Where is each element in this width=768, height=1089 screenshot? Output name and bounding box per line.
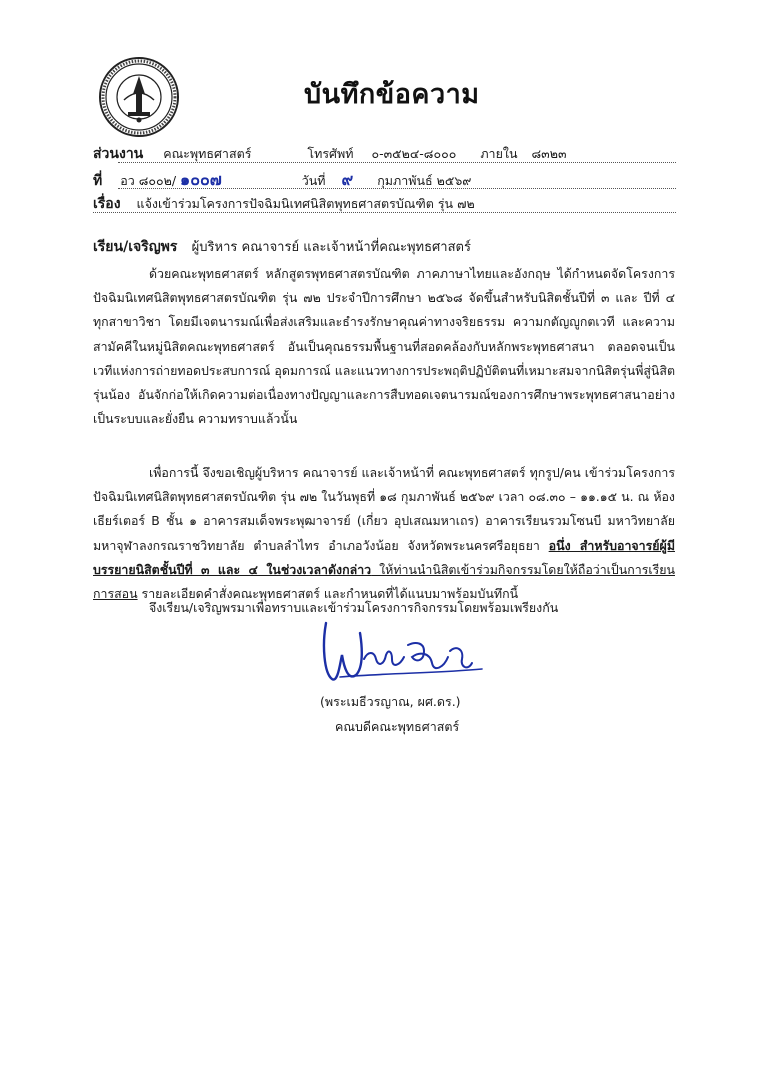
reference-row bbox=[93, 168, 471, 190]
memo-title: บันทึกข้อความ bbox=[304, 79, 480, 110]
reference-prefix: อว ๘๐๐๒/ bbox=[120, 173, 177, 188]
body-paragraph-1: ด้วยคณะพุทธศาสตร์ หลักสูตรพุทธศาสตรบัณฑิต ภาคภาษาไทยและอังกฤษ ได้กำหนดจัดโครงการปัจฉิมนิเทศนิสิตพุทธศาสตรบัณฑิต รุ่น ๗๒ ประจำปีการศึกษา ๒๕๖๘ จัดขึ้นสำหรับนิสิตชั้นปีที่ ๓ และ ปีที่ ๔ ทุกสาขาวิชา โดยมีเจตนารมณ์เพื่อส่งเสริมและธำรงรักษาคุณค่าทางจริยธรรม ความกตัญญูกตเวที และความสามัคคีในหมู่นิสิตคณะพุทธศาสตร์ อันเป็นคุณธรรมพื้นฐานที่สอดคล้องกับหลักพระพุทธศาสนา ตลอดจนเป็นเวทีแห่งการถ่ายทอดประสบการณ์ อุดมการณ์ และแนวทางการประพฤติปฏิบัติตนที่เหมาะสมจากนิสิตรุ่นพี่สู่นิสิตรุ่นน้อง อันจักก่อให้เกิดความต่อเนื่องทางปัญญาและการสืบทอดเจตนารมณ์ของการศึกษาพระพุทธศาสนาอย่างเป็นระบบและยั่งยืน ความทราบแล้วนั้น bbox=[93, 266, 675, 427]
reference-label: ที่ bbox=[93, 173, 103, 189]
phone-label: โทรศัพท์ bbox=[307, 146, 354, 161]
phone-value: ๐-๓๕๒๔-๘๐๐๐ bbox=[371, 146, 457, 161]
subject-label: เรื่อง bbox=[93, 196, 121, 212]
department-label: ส่วนงาน bbox=[93, 146, 144, 162]
subject-underline bbox=[93, 212, 676, 213]
date-day: ๙ bbox=[341, 170, 354, 189]
paragraph-2-tail: รายละเอียดคำสั่งคณะพุทธศาสตร์ และกำหนดที่ได้แนบมาพร้อมบันทึกนี้ bbox=[137, 586, 519, 602]
department-value: คณะพุทธศาสตร์ bbox=[163, 146, 252, 161]
reference-number: ๑๐๐๗ bbox=[180, 170, 222, 189]
date-month-year: กุมภาพันธ์ ๒๕๖๙ bbox=[377, 173, 472, 188]
body-paragraph-2 bbox=[93, 461, 675, 606]
salutation-label: เรียน/เจริญพร bbox=[93, 239, 178, 255]
signature-icon bbox=[320, 615, 485, 687]
ext-value: ๘๓๒๓ bbox=[531, 146, 567, 161]
paragraph-2-main: เพื่อการนี้ จึงขอเชิญผู้บริหาร คณาจารย์ และเจ้าหน้าที่ คณะพุทธศาสตร์ ทุกรูป/คน เข้าร่วมโครงการปัจฉิมนิเทศนิสิตพุทธศาสตรบัณฑิต รุ่น ๗๒ ในวันพุธที่ ๑๘ กุมภาพันธ์ ๒๕๖๙ เวลา ๐๘.๓๐ – ๑๑.๑๕ น. ณ ห้องเธียร์เตอร์ B ชั้น ๑ อาคารสมเด็จพระพุฒาจารย์ (เกี่ยว อุปเสณมหาเถร) อาคารเรียนรวมโซนบี มหาวิทยาลัยมหาจุฬาลงกรณราชวิทยาลัย ตำบลลำไทร อำเภอวังน้อย จังหวัดพระนครศรีอยุธยา bbox=[93, 465, 675, 553]
department-underline bbox=[118, 162, 676, 163]
signer-position: คณบดีคณะพุทธศาสตร์ bbox=[335, 719, 460, 734]
date-label: วันที่ bbox=[301, 173, 326, 188]
salutation-value: ผู้บริหาร คณาจารย์ และเจ้าหน้าที่คณะพุทธศาสตร์ bbox=[191, 240, 471, 255]
paragraph-2-underline: ให้ท่านนำนิสิตเข้าร่วมกิจกรรมโดยให้ถือว่าเป็นการเรียนการสอน bbox=[93, 561, 675, 602]
subject-value: แจ้งเข้าร่วมโครงการปัจฉิมนิเทศนิสิตพุทธศาสตรบัณฑิต รุ่น ๗๒ bbox=[136, 196, 475, 211]
signer-name: (พระเมธีวรญาณ, ผศ.ดร.) bbox=[320, 694, 461, 709]
body-paragraph-3: จึงเรียน/เจริญพรมาเพื่อทราบและเข้าร่วมโครงการกิจกรรมโดยพร้อมเพรียงกัน bbox=[149, 600, 559, 615]
salutation bbox=[93, 236, 471, 258]
reference-underline bbox=[118, 188, 676, 189]
paragraph-2-emphasis: อนึ่ง สำหรับอาจารย์ผู้มีบรรยายนิสิตชั้นปีที่ ๓ และ ๔ ในช่วงเวลาดังกล่าว bbox=[93, 537, 675, 577]
ext-label: ภายใน bbox=[480, 146, 518, 161]
university-seal-icon bbox=[98, 56, 180, 138]
